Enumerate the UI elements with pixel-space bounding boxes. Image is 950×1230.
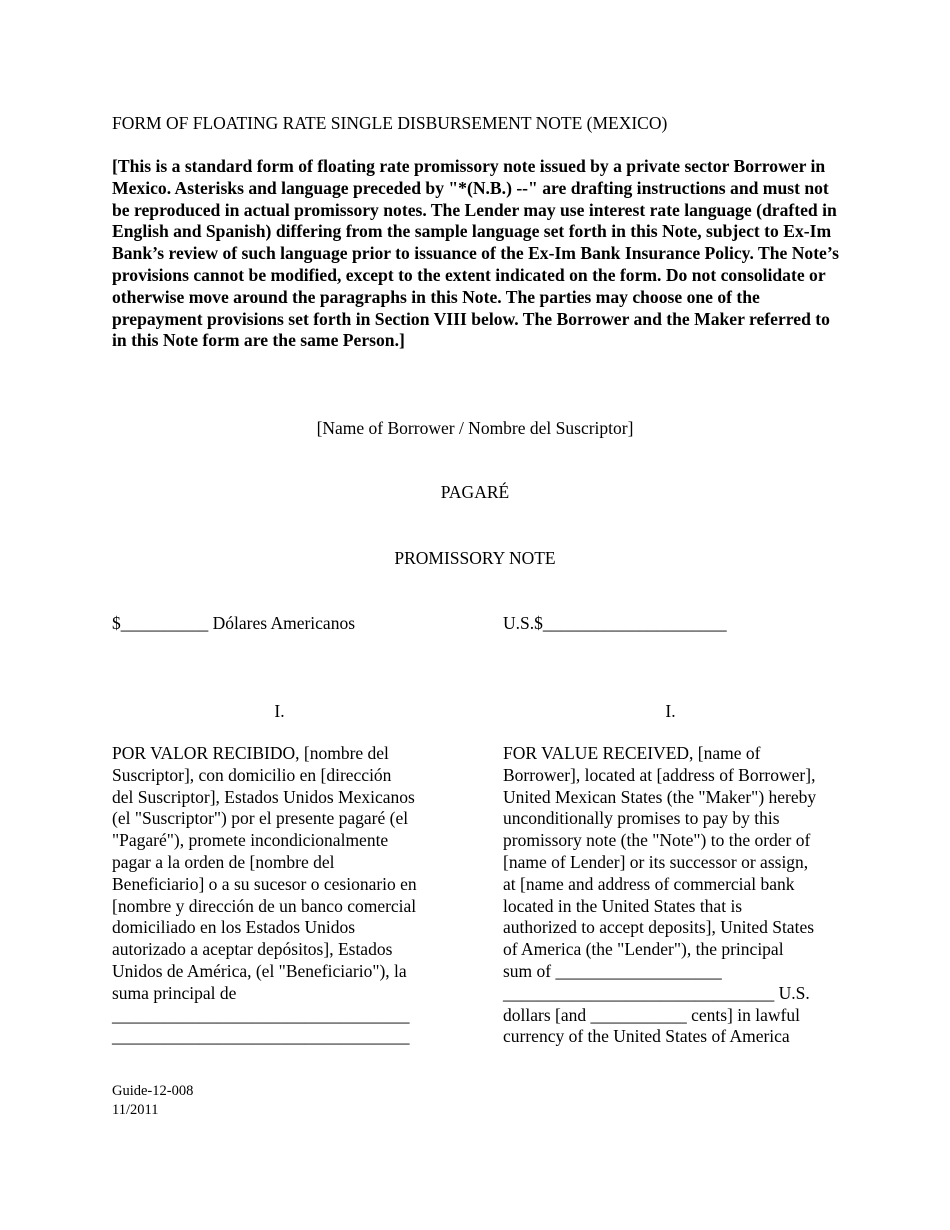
borrower-name: [Name of Borrower / Nombre del Suscriptor] (316, 418, 634, 438)
text-line: dollars [and ___________ cents] in lawful (503, 1004, 800, 1025)
text-line: (el "Suscriptor") por el presente pagaré (el (112, 808, 409, 829)
amount-english: U.S.$_____________________ (503, 613, 727, 633)
text-line: of America (the "Lender"), the principal (503, 939, 784, 960)
revision-date: 11/2011 (112, 1101, 159, 1118)
section-number-english: I. (665, 701, 676, 721)
text-line: located in the United States that is (503, 895, 743, 916)
text-line: Borrower], located at [address of Borrower], (503, 764, 816, 785)
text-line: FOR VALUE RECEIVED, [name of (503, 743, 761, 763)
guide-number: Guide-12-008 (112, 1083, 194, 1099)
text-line: POR VALOR RECIBIDO, [nombre del (112, 743, 389, 763)
page-footer (112, 1082, 193, 1119)
text-line: Suscriptor], con domicilio en [dirección (112, 764, 392, 785)
text-line: sum of ___________________ (503, 960, 722, 981)
section-text-english (503, 743, 848, 1048)
text-line: Beneficiario] o a su sucesor o cesionario en (112, 873, 417, 894)
amount-spanish: $__________ Dólares Americanos (112, 613, 356, 633)
heading-spanish: PAGARÉ (440, 482, 510, 502)
drafting-instructions: [This is a standard form of floating rate promissory note issued by a private sector Borrower in Mexico. Asterisks and language preceded by "*(N.B.) --" are drafting instructions and must not be reproduced in actual promissory notes. The Lender may use interest rate language (drafted in English and Spanish) differing from the sample language set forth in this Note, subject to Ex-Im Bank’s review of such language prior to issuance of the Ex-Im Bank Insurance Policy. The Note’s provisions cannot be modified, except to the extent indicated on the form. Do not consolidate or otherwise move around the paragraphs in this Note. The parties may choose one of the prepayment provisions set forth in Section VIII below. The Borrower and the Maker referred to in this Note form are the same Person.] (112, 156, 839, 351)
blank-line: __________________________________ (112, 1004, 410, 1025)
text-line: United Mexican States (the "Maker") hereby (503, 786, 817, 807)
text-line: currency of the United States of America (503, 1026, 790, 1047)
text-line: authorized to accept deposits], United States (503, 917, 815, 938)
text-line: suma principal de (112, 982, 237, 1003)
text-line: domiciliado en los Estados Unidos (112, 917, 356, 938)
text-line: [name of Lender] or its successor or assign, (503, 851, 809, 872)
document-title: FORM OF FLOATING RATE SINGLE DISBURSEMENT NOTE (MEXICO) (112, 113, 668, 133)
blank-line: __________________________________ (112, 1026, 410, 1047)
text-line: pagar a la orden de [nombre del (112, 851, 335, 872)
text-line: "Pagaré"), promete incondicionalmente (112, 830, 389, 851)
text-line: del Suscriptor], Estados Unidos Mexicanos (112, 786, 415, 807)
text-line: _______________________________ U.S. (503, 982, 810, 1003)
heading-english: PROMISSORY NOTE (394, 548, 556, 568)
section-text-spanish (112, 743, 452, 1048)
text-line: at [name and address of commercial bank (503, 873, 795, 894)
text-line: promissory note (the "Note") to the order of (503, 830, 811, 851)
text-line: [nombre y dirección de un banco comercial (112, 895, 417, 916)
text-line: autorizado a aceptar depósitos], Estados (112, 939, 393, 960)
section-number-spanish: I. (274, 701, 285, 721)
text-line: Unidos de América, (el "Beneficiario"), la (112, 960, 407, 981)
text-line: unconditionally promises to pay by this (503, 808, 780, 829)
